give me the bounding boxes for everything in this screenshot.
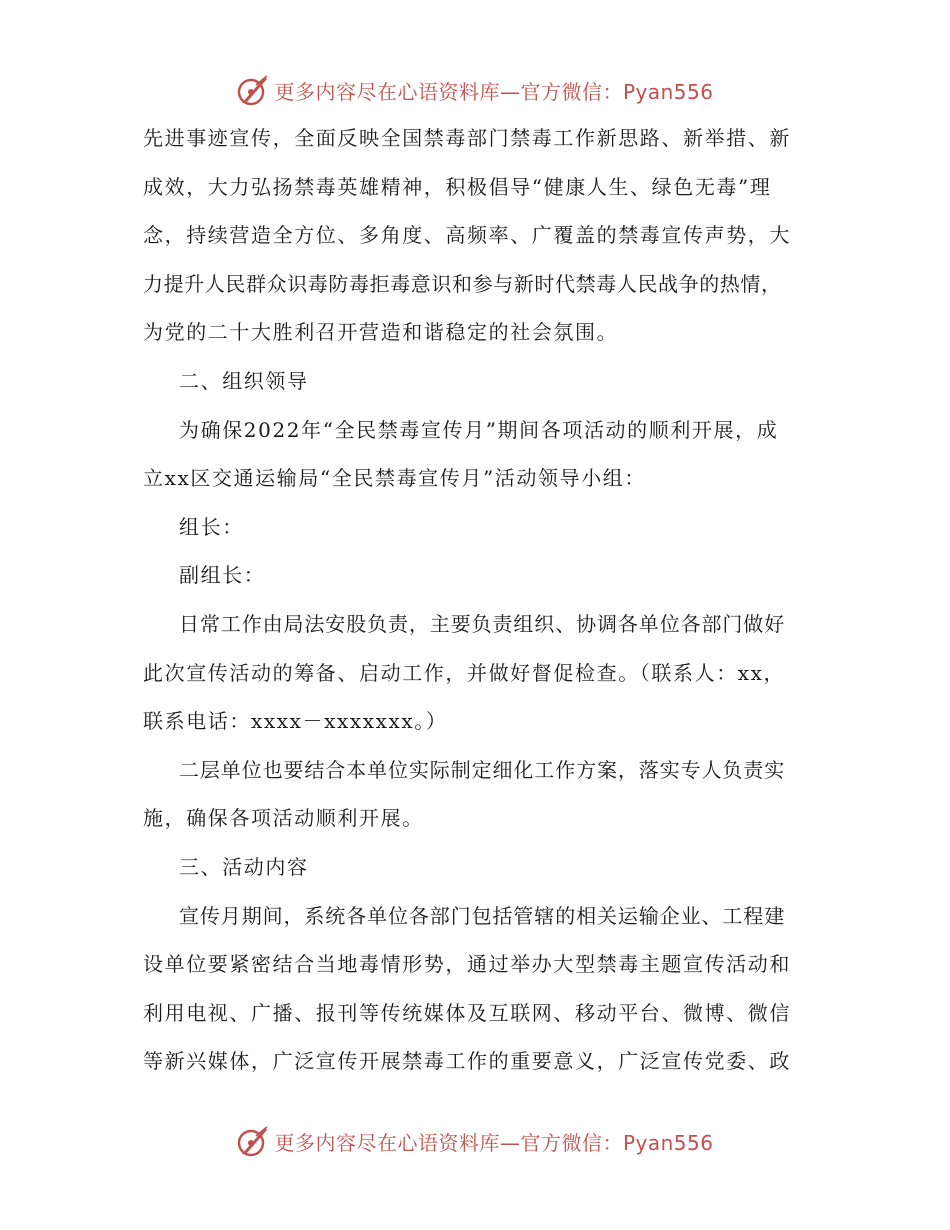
footer-banner	[0, 1121, 950, 1161]
header-banner	[0, 70, 950, 110]
body-line: 等新兴媒体，广泛宣传开展禁毒工作的重要意义，广泛宣传党委、政	[143, 1049, 791, 1074]
body-line: 立xx区交通运输局“全民禁毒宣传月”活动领导小组：	[143, 466, 647, 491]
body-line: 施，确保各项活动顺利开展。	[143, 806, 424, 831]
body-line: 二层单位也要结合本单位实际制定细化工作方案，落实专人负责实	[179, 757, 786, 782]
body-line: 副组长：	[179, 563, 266, 588]
body-line: 日常工作由局法安股负责，主要负责组织、协调各单位各部门做好	[179, 611, 786, 636]
quill-logo-icon	[236, 1124, 270, 1158]
body-line: 为确保2022年“全民禁毒宣传月”期间各项活动的顺利开展，成	[179, 417, 779, 442]
body-line: 组长：	[179, 514, 244, 539]
body-line: 此次宣传活动的筹备、启动工作，并做好督促检查。（联系人：xx，	[143, 660, 786, 685]
body-line: 宣传月期间，系统各单位各部门包括管辖的相关运输企业、工程建	[179, 903, 786, 928]
body-line: 联系电话：xxxx－xxxxxxx。）	[143, 709, 448, 734]
quill-logo-icon	[236, 73, 270, 107]
body-line: 念，持续营造全方位、多角度、高频率、广覆盖的禁毒宣传声势，大	[143, 223, 791, 248]
body-line: 利用电视、广播、报刊等传统媒体及互联网、移动平台、微博、微信	[143, 1000, 791, 1025]
footer-banner-text: 更多内容尽在心语资料库—官方微信：Pyan556	[274, 1130, 714, 1155]
body-line: 设单位要紧密结合当地毒情形势，通过举办大型禁毒主题宣传活动和	[143, 952, 791, 977]
body-line: 成效，大力弘扬禁毒英雄精神，积极倡导“健康人生、绿色无毒”理	[143, 174, 772, 199]
header-banner-text: 更多内容尽在心语资料库—官方微信：Pyan556	[274, 79, 714, 104]
section-heading: 三、活动内容	[179, 854, 309, 879]
document-body	[143, 114, 813, 1086]
section-heading: 二、组织领导	[179, 368, 309, 393]
body-line: 先进事迹宣传，全面反映全国禁毒部门禁毒工作新思路、新举措、新	[143, 126, 791, 150]
body-line: 力提升人民群众识毒防毒拒毒意识和参与新时代禁毒人民战争的热情，	[143, 271, 782, 296]
body-line: 为党的二十大胜利召开营造和谐稳定的社会氛围。	[143, 320, 619, 345]
